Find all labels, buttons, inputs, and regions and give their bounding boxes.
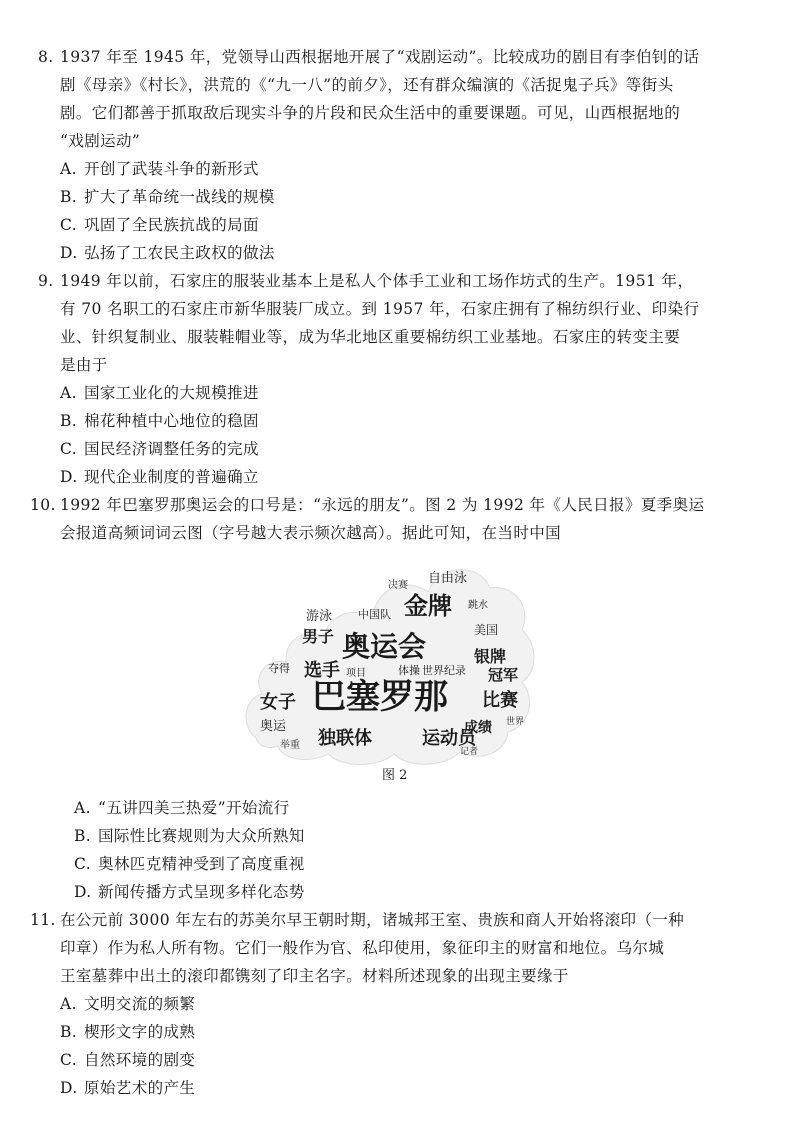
question-number: 11. <box>30 911 56 929</box>
cloud-word: 中国队 <box>358 608 391 621</box>
option-b[interactable]: B. 棉花种植中心地位的稳固 <box>60 412 259 430</box>
question-stem-line: 剧。它们都善于抓取敌后现实斗争的片段和民众生活中的重要课题。可见，山西根据地的 <box>60 104 681 122</box>
cloud-word: 独联体 <box>318 728 372 749</box>
cloud-word: 记者 <box>460 747 479 757</box>
cloud-word: 男子 <box>302 627 335 646</box>
cloud-word: 游泳 <box>306 609 333 624</box>
option-c[interactable]: C. 奥林匹克精神受到了高度重视 <box>74 855 305 873</box>
question-stem-line: 1937 年至 1945 年，党领导山西根据地开展了“戏剧运动”。比较成功的剧目有李伯钊的话 <box>60 48 700 66</box>
cloud-word: 奥运 <box>260 719 287 734</box>
option-b[interactable]: B. 扩大了革命统一战线的规模 <box>60 188 275 206</box>
option-a[interactable]: A. 文明交流的频繁 <box>60 995 196 1013</box>
cloud-word: 体操 <box>398 664 420 677</box>
cloud-word: 美国 <box>474 623 499 637</box>
cloud-word: 比赛 <box>482 690 518 711</box>
option-c[interactable]: C. 国民经济调整任务的完成 <box>60 440 259 458</box>
cloud-word: 奥运会 <box>342 630 427 663</box>
question-stem-line: 剧《母亲》《村长》，洪荒的《“九一八”的前夕》，还有群众编演的《活捉鬼子兵》等街头 <box>60 76 674 94</box>
question-stem-line: 1949 年以前，石家庄的服装业基本上是私人个体手工业和工场作坊式的生产。1951 年， <box>60 272 694 290</box>
cloud-word: 银牌 <box>474 647 507 666</box>
question-number: 8. <box>38 48 54 66</box>
option-d[interactable]: D. 新闻传播方式呈现多样化态势 <box>74 883 305 901</box>
question-number: 10. <box>30 496 56 514</box>
question-stem-line: 业、针织复制业、服装鞋帽业等，成为华北地区重要棉纺织工业基地。石家庄的转变主要 <box>60 328 681 346</box>
option-d[interactable]: D. 弘扬了工农民主政权的做法 <box>60 244 275 262</box>
cloud-word: 自由泳 <box>428 571 468 586</box>
question-stem-line: 会报道高频词词云图（字号越大表示频次越高）。据此可知，在当时中国 <box>60 524 562 542</box>
cloud-word: 运动员 <box>422 728 476 749</box>
cloud-word: 决赛 <box>388 580 408 591</box>
question-stem-line: 在公元前 3000 年左右的苏美尔早王朝时期，诸城邦王室、贵族和商人开始将滚印（一种 <box>60 911 685 929</box>
word-cloud-figure <box>238 548 538 770</box>
option-d[interactable]: D. 原始艺术的产生 <box>60 1079 196 1097</box>
question-stem-line: 有 70 名职工的石家庄市新华服装厂成立。到 1957 年，石家庄拥有了棉纺织行业、印染行 <box>60 300 700 318</box>
cloud-word: 项目 <box>346 668 366 679</box>
cloud-word: 女子 <box>260 692 296 713</box>
question-number: 9. <box>38 272 54 290</box>
option-b[interactable]: B. 国际性比赛规则为大众所熟知 <box>74 827 305 845</box>
option-a[interactable]: A. “五讲四美三热爱”开始流行 <box>74 799 290 817</box>
cloud-word: 夺得 <box>268 662 290 675</box>
cloud-word: 选手 <box>304 660 340 681</box>
cloud-word: 世界纪录 <box>422 664 466 677</box>
option-a[interactable]: A. 国家工业化的大规模推进 <box>60 384 259 402</box>
question-stem-line: 1992 年巴塞罗那奥运会的口号是：“永远的朋友”。图 2 为 1992 年《人民日报》夏季奥运 <box>60 496 705 514</box>
figure-caption: 图 2 <box>382 768 408 783</box>
option-b[interactable]: B. 楔形文字的成熟 <box>60 1023 196 1041</box>
question-stem-line: 印章）作为私人所有物。它们一般作为官、私印使用，象征印主的财富和地位。乌尔城 <box>60 939 665 957</box>
cloud-word: 世界 <box>506 717 525 727</box>
cloud-word: 成绩 <box>464 720 492 736</box>
cloud-word: 举重 <box>280 740 300 751</box>
cloud-word: 跳水 <box>468 600 488 611</box>
option-c[interactable]: C. 自然环境的剧变 <box>60 1051 196 1069</box>
option-c[interactable]: C. 巩固了全民族抗战的局面 <box>60 216 259 234</box>
question-stem-line: 王室墓葬中出土的滚印都镌刻了印主名字。材料所述现象的出现主要缘于 <box>60 967 569 985</box>
question-stem-line: “戏剧运动” <box>60 132 141 150</box>
cloud-word: 巴塞罗那 <box>312 677 448 717</box>
word-cloud-image <box>238 548 538 770</box>
option-d[interactable]: D. 现代企业制度的普遍确立 <box>60 468 259 486</box>
cloud-word: 冠军 <box>488 666 519 684</box>
cloud-word: 金牌 <box>404 592 452 620</box>
question-stem-line: 是由于 <box>60 356 108 374</box>
option-a[interactable]: A. 开创了武装斗争的新形式 <box>60 160 259 178</box>
